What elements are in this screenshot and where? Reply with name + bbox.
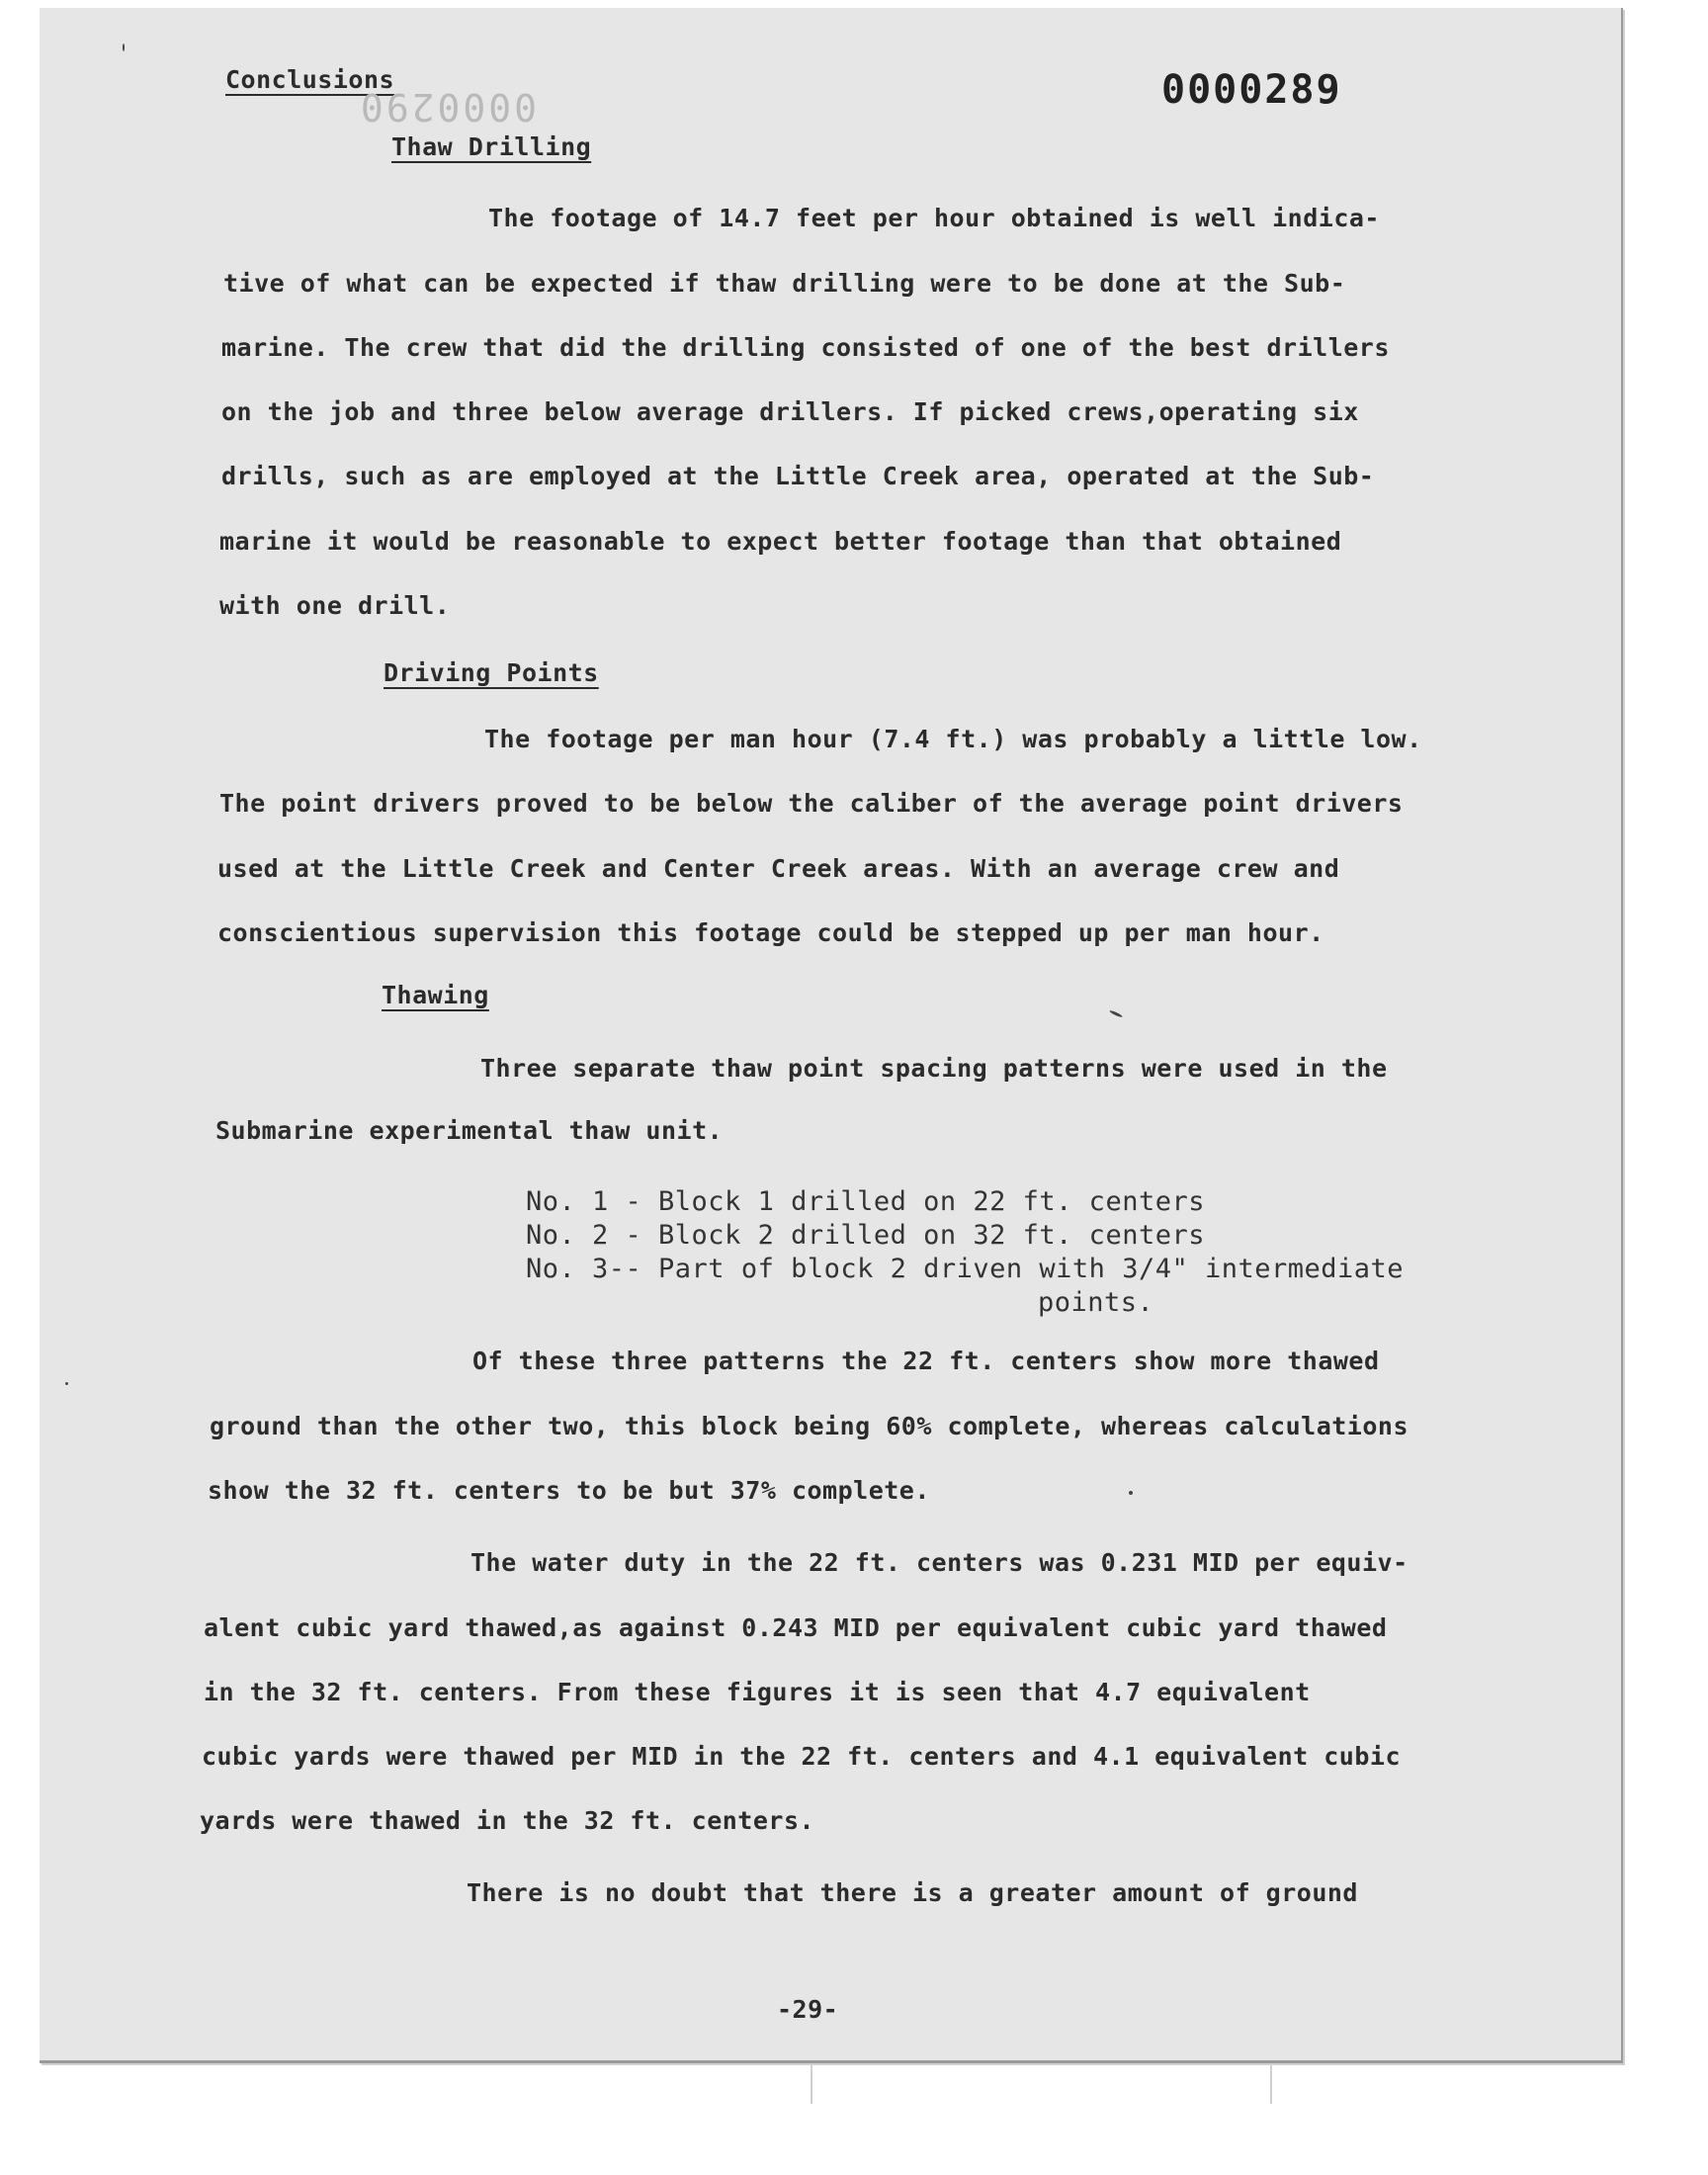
pattern-item: No. 3-- Part of block 2 driven with 3/4" intermediate (526, 1254, 1405, 1284)
pattern-item: No. 2 - Block 2 drilled on 32 ft. centers (526, 1220, 1205, 1251)
paragraph-line: with one drill. (219, 591, 451, 620)
heading-thaw-drilling: Thaw Drilling (391, 132, 592, 161)
scan-speck (123, 44, 125, 51)
paragraph-line: used at the Little Creek and Center Creek areas. With an average crew and (217, 854, 1340, 883)
scan-speck (65, 1382, 68, 1385)
heading-driving-points: Driving Points (384, 658, 599, 687)
paragraph-line: There is no doubt that there is a greater amount of ground (467, 1878, 1358, 1907)
section-title: Conclusions (225, 65, 395, 94)
document-number: 0000289 (1161, 67, 1342, 113)
paragraph-line: Submarine experimental thaw unit. (215, 1116, 724, 1145)
paragraph-line: show the 32 ft. centers to be but 37% complete. (208, 1476, 930, 1505)
scan-speck (1109, 1009, 1123, 1018)
paragraph-line: on the job and three below average drillers. If picked crews,operating six (221, 397, 1359, 426)
paragraph-line: drills, such as are employed at the Little Creek area, operated at the Sub- (221, 462, 1375, 490)
pattern-item: No. 1 - Block 1 drilled on 22 ft. centers (526, 1186, 1205, 1217)
stamp-number: 0000290 (357, 85, 537, 129)
paragraph-line: Of these three patterns the 22 ft. centers show more thawed (472, 1347, 1380, 1375)
paragraph-line: tive of what can be expected if thaw drilling were to be done at the Sub- (223, 269, 1346, 298)
paragraph-line: ground than the other two, this block being 60% complete, whereas calculations (210, 1412, 1409, 1440)
paragraph-line: The point drivers proved to be below the caliber of the average point drivers (219, 789, 1404, 818)
paragraph-line: Three separate thaw point spacing patterns were used in the (480, 1054, 1388, 1083)
paragraph-line: marine. The crew that did the drilling consisted of one of the best drillers (221, 333, 1390, 362)
page-number: -29- (777, 1995, 839, 2024)
pattern-item-continuation: points. (1038, 1287, 1154, 1318)
faded-stamp (334, 87, 542, 130)
paragraph-line: marine it would be reasonable to expect better footage than that obtained (219, 527, 1342, 556)
heading-thawing: Thawing (382, 981, 489, 1009)
paragraph-line: conscientious supervision this footage could be stepped up per man hour. (217, 918, 1324, 947)
paragraph-line: The footage per man hour (7.4 ft.) was probably a little low. (484, 725, 1422, 753)
paragraph-line: in the 32 ft. centers. From these figures it is seen that 4.7 equivalent (204, 1678, 1311, 1706)
paragraph-line: The footage of 14.7 feet per hour obtained is well indica- (488, 204, 1380, 232)
paragraph-line: The water duty in the 22 ft. centers was 0.231 MID per equiv- (470, 1548, 1409, 1577)
scan-speck (1129, 1491, 1133, 1495)
paragraph-line: cubic yards were thawed per MID in the 22 ft. centers and 4.1 equivalent cubic (202, 1742, 1401, 1771)
paragraph-line: alent cubic yard thawed,as against 0.243 MID per equivalent cubic yard thawed (204, 1613, 1388, 1642)
paragraph-line: yards were thawed in the 32 ft. centers. (200, 1806, 815, 1835)
